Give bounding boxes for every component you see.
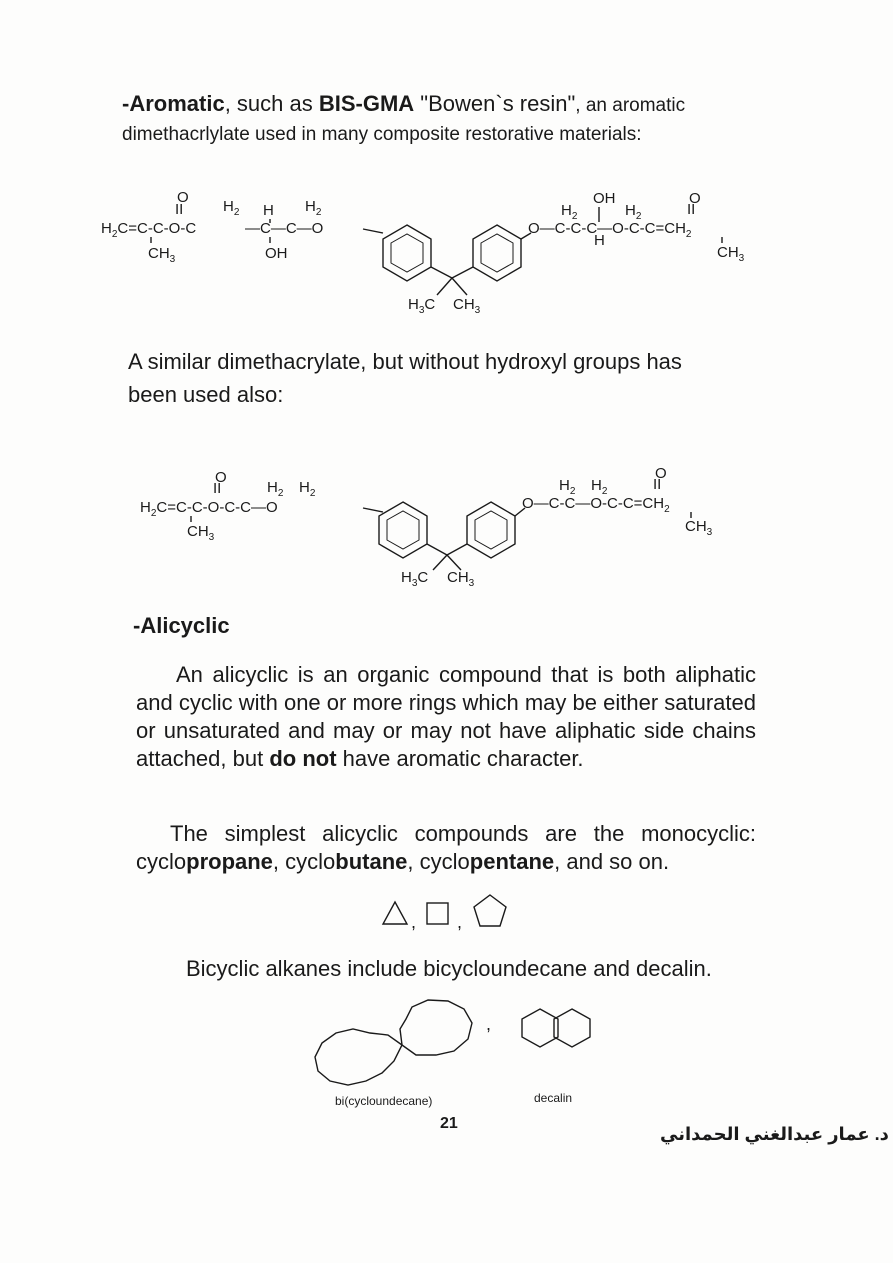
svg-text:,: , (457, 912, 463, 932)
svg-text:,: , (411, 912, 417, 932)
svg-text:O—C-C-C—O-C-C=CH2: $O—C-C-C—O-C-C=CH_2$ (528, 220, 692, 240)
svg-text:OH: OH (593, 190, 616, 207)
svg-text:H2: $H_2$ (561, 202, 578, 222)
svg-text:II: II (653, 476, 662, 493)
aromatic-heading: -Aromatic (122, 91, 225, 116)
svg-text:CH3: $CH_3$ (685, 518, 713, 538)
similar-line-1: A similar dimethacrylate, but without hydroxyl groups has (128, 349, 682, 374)
svg-text:CH3: $CH_3$ (717, 244, 745, 264)
alicyclic-heading: -Alicyclic (133, 613, 230, 638)
svg-text:H2: $H_2$ (625, 202, 642, 222)
bisgma-structure (95, 185, 795, 320)
svg-text:H2C=C-C-O-C: $H_2C=C-C-O-C$ (101, 220, 197, 240)
cyclobutane-shape (427, 903, 448, 924)
bicycloundecane-ring-1 (315, 1029, 402, 1085)
dimethacrylate-structure (135, 462, 775, 592)
svg-text:H2: $H_2$ (559, 477, 576, 497)
cyclopentane-shape (474, 895, 506, 926)
bicycloundecane-caption: bi(cycloundecane) (335, 1094, 433, 1108)
svg-text:H2: $H_2$ (223, 198, 240, 218)
svg-text:CH3: $CH_3$ (187, 523, 215, 543)
svg-text:H3C: $H_3C$ (408, 296, 436, 316)
monocyclic-shapes (380, 890, 515, 935)
svg-text:H2: $H_2$ (305, 198, 322, 218)
svg-text:H: H (263, 202, 274, 219)
svg-text:O: O (655, 465, 667, 482)
aromatic-line-2: dimethacrlylate used in many composite restorative materials: (122, 124, 642, 145)
svg-text:II: II (687, 201, 696, 218)
svg-text:H2C=C-C-O-C-C—O: $H_2C=C-C-O-C-C—O$ (140, 499, 278, 519)
page-number: 21 (440, 1115, 458, 1132)
alicyclic-definition: An alicyclic is an organic compound that is both aliphatic and cyclic with one or more rings which may be either saturated or unsaturated and may or may not have aliphatic side chains attached, but do not have aromatic character. (136, 662, 756, 771)
monocyclic-paragraph: The simplest alicyclic compounds are the monocyclic: cyclopropane, cyclobutane, cyclopentane, and so on. (136, 821, 756, 874)
svg-text:CH3: $CH_3$ (447, 569, 475, 589)
svg-text:CH3: $CH_3$ (148, 245, 176, 265)
svg-text:H2: $H_2$ (267, 479, 284, 499)
svg-text:OH: OH (265, 245, 288, 262)
svg-text:O: O (177, 189, 189, 206)
svg-text:O—C-C—O-C-C=CH2: $O—C-C—O-C-C=CH_2$ (522, 495, 670, 515)
svg-text:O: O (689, 190, 701, 207)
bicyclic-paragraph: Bicyclic alkanes include bicycloundecane and decalin. (186, 956, 712, 981)
svg-text:—C—C—O: —C—C—O (245, 220, 324, 237)
decalin-caption: decalin (534, 1091, 573, 1105)
svg-text:CH3: $CH_3$ (453, 296, 481, 316)
decalin-ring-1 (522, 1009, 558, 1047)
svg-text:II: II (175, 201, 184, 218)
svg-text:H3C: $H_3C$ (401, 569, 429, 589)
cyclopropane-shape (383, 902, 407, 924)
svg-text:II: II (213, 480, 222, 497)
decalin-ring-2 (554, 1009, 590, 1047)
svg-text:H: H (594, 232, 605, 249)
bisgma-term: BIS-GMA (318, 91, 415, 116)
aromatic-line-1: -Aromatic, such as BIS-GMA "Bowen`s resin", an aromatic (122, 91, 686, 116)
svg-text:O: O (215, 469, 227, 486)
bicycloundecane-ring-2 (400, 1000, 472, 1055)
similar-line-2: been used also: (128, 382, 284, 407)
author-signature: د. عمار عبدالغني الحمداني (660, 1124, 889, 1144)
svg-text:,: , (486, 1014, 492, 1034)
svg-text:H2: $H_2$ (591, 477, 608, 497)
bicyclic-structures (308, 995, 593, 1090)
svg-text:H2: $H_2$ (299, 479, 316, 499)
